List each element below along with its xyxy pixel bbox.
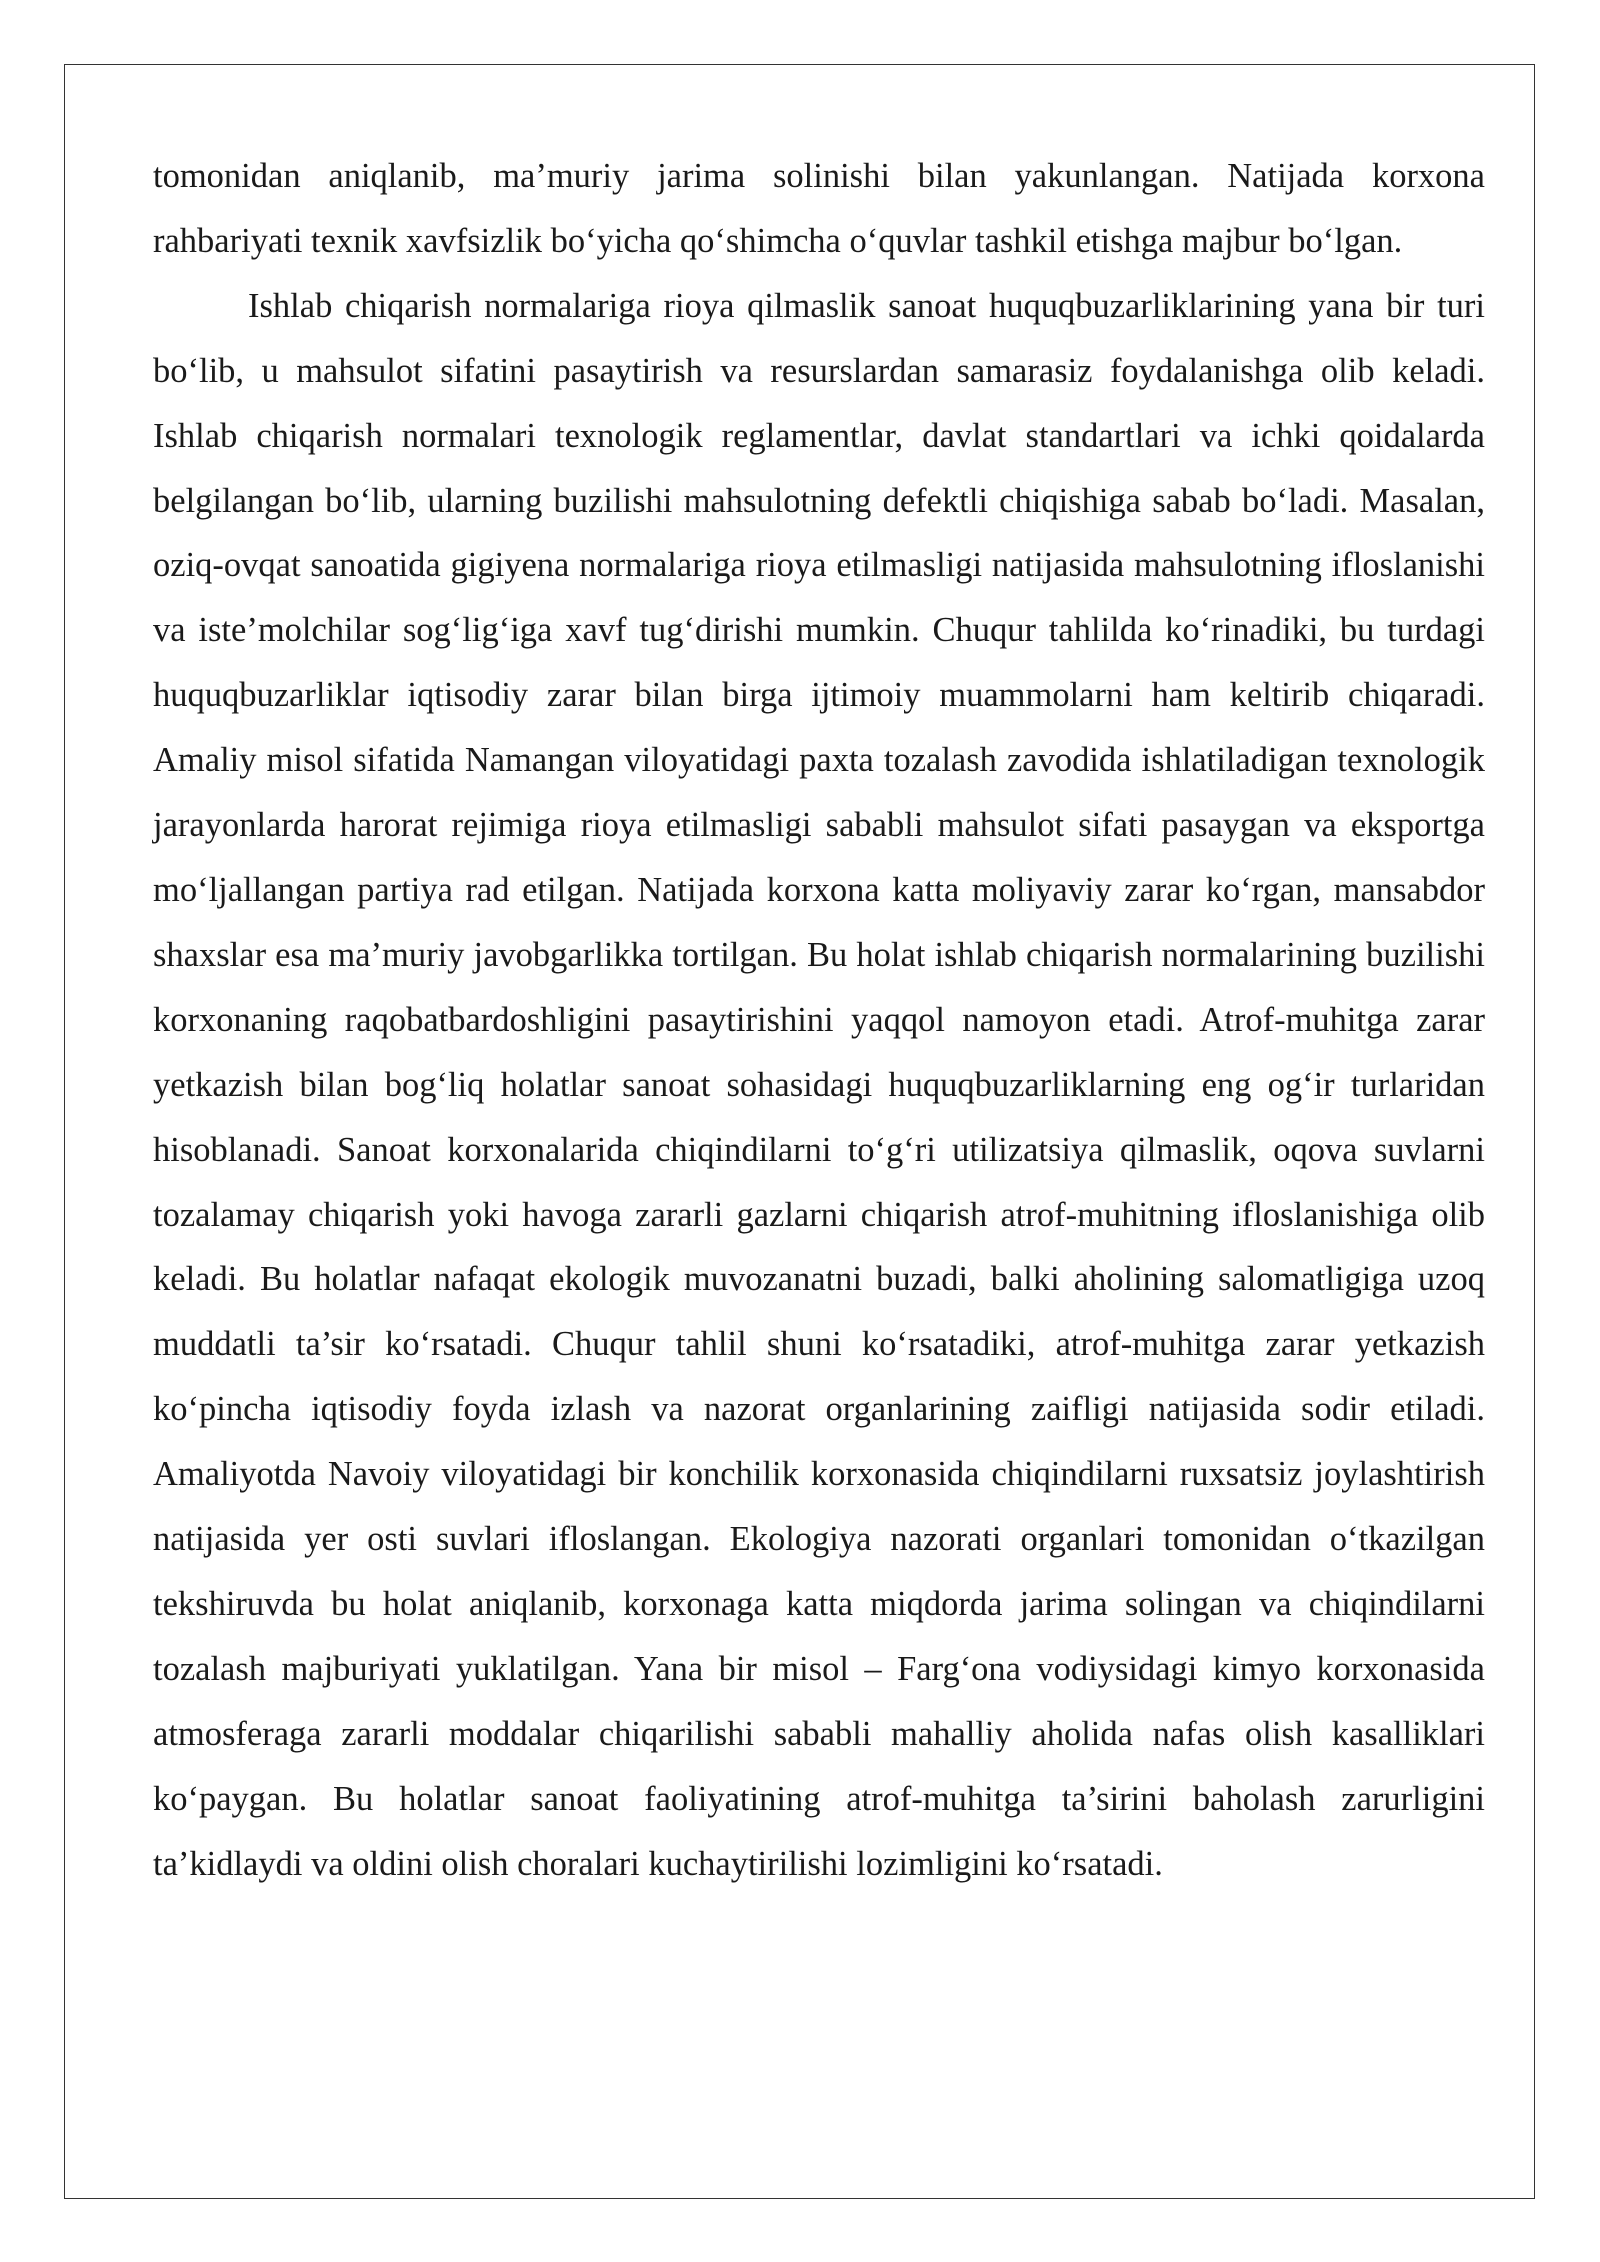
document-body [153,144,1485,1896]
paragraph-continuation: tomonidan aniqlanib, ma’muriy jarima solinishi bilan yakunlangan. Natijada korxona rahbariyati texnik xavfsizlik bo‘yicha qo‘shimcha o‘quvlar tashkil etishga majbur bo‘lgan. [153,157,1485,260]
paragraph-main: Ishlab chiqarish normalariga rioya qilmaslik sanoat huquqbuzarliklarining yana bir turi bo‘lib, u mahsulot sifatini pasaytirish va resurslardan samarasiz foydalanishga olib keladi. Ishlab chiqarish normalari texnologik reglamentlar, davlat standartlari va ichki qoidalarda belgilangan bo‘lib, ularning buzilishi mahsulotning defektli chiqishiga sabab bo‘ladi. Masalan, oziq-ovqat sanoatida gigiyena normalariga rioya etilmasligi natijasida mahsulotning ifloslanishi va iste’molchilar sog‘lig‘iga xavf tug‘dirishi mumkin. Chuqur tahlilda ko‘rinadiki, bu turdagi huquqbuzarliklar iqtisodiy zarar bilan birga ijtimoiy muammolarni ham keltirib chiqaradi. Amaliy misol sifatida Namangan viloyatidagi paxta tozalash zavodida ishlatiladigan texnologik jarayonlarda harorat rejimiga rioya etilmasligi sababli mahsulot sifati pasaygan va eksportga mo‘ljallangan partiya rad etilgan. Natijada korxona katta moliyaviy zarar ko‘rgan, mansabdor shaxslar esa ma’muriy javobgarlikka tortilgan. Bu holat ishlab chiqarish normalarining buzilishi korxonaning raqobatbardoshligini pasaytirishini yaqqol namoyon etadi. Atrof-muhitga zarar yetkazish bilan bog‘liq holatlar sanoat sohasidagi huquqbuzarliklarning eng og‘ir turlaridan hisoblanadi. Sanoat korxonalarida chiqindilarni to‘g‘ri utilizatsiya qilmaslik, oqova suvlarni tozalamay chiqarish yoki havoga zararli gazlarni chiqarish atrof-muhitning ifloslanishiga olib keladi. Bu holatlar nafaqat ekologik muvozanatni buzadi, balki aholining salomatligiga uzoq muddatli ta’sir ko‘rsatadi. Chuqur tahlil shuni ko‘rsatadiki, atrof-muhitga zarar yetkazish ko‘pincha iqtisodiy foyda izlash va nazorat organlarining zaifligi natijasida sodir etiladi. Amaliyotda Navoiy viloyatidagi bir konchilik korxonasida chiqindilarni ruxsatsiz joylashtirish natijasida yer osti suvlari ifloslangan. Ekologiya nazorati organlari tomonidan o‘tkazilgan tekshiruvda bu holat aniqlanib, korxonaga katta miqdorda jarima solingan va chiqindilarni tozalash majburiyati yuklatilgan. Yana bir misol – Farg‘ona vodiysidagi kimyo korxonasida atmosferaga zararli moddalar chiqarilishi sababli mahalliy aholida nafas olish kasalliklari ko‘paygan. Bu holatlar sanoat faoliyatining atrof-muhitga ta’sirini baholash zarurligini ta’kidlaydi va oldini olish choralari kuchaytirilishi lozimligini ko‘rsatadi. [153,286,1485,1883]
